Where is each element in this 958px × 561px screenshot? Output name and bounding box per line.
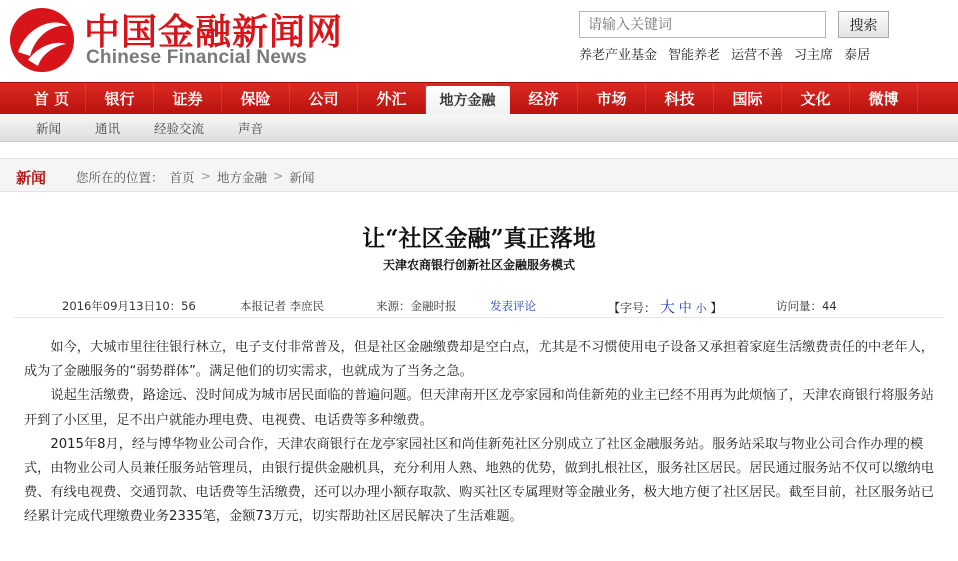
hot-keyword-link[interactable]: 智能养老 [668, 48, 721, 63]
font-size-label: 【字号： [608, 301, 657, 315]
article-paragraph: 说起生活缴费，路途远、没时间成为城市居民面临的普遍问题。但天津南开区龙亭家园和尚佳新苑的业主已经不用再为此烦恼了，天津农商银行将服务站开到了小区里，足不出户就能办理电费、电视费、电话费等多种缴费。 [24, 388, 934, 428]
nav-item-culture[interactable]: 文化 [782, 83, 850, 113]
article-meta [14, 296, 944, 318]
nav-item-weibo[interactable]: 微博 [850, 83, 918, 113]
brand-name-cn[interactable]: 中国金融新闻网 [84, 11, 344, 53]
nav-item-international[interactable]: 国际 [714, 83, 782, 113]
brand-name-en[interactable]: Chinese Financial News [86, 47, 307, 68]
subnav-item-reports[interactable]: 通讯 [95, 120, 121, 136]
breadcrumb-separator: > [273, 168, 284, 183]
main-nav [0, 82, 958, 114]
search-input[interactable] [579, 11, 826, 38]
nav-item-market[interactable]: 市场 [578, 83, 646, 113]
nav-item-forex[interactable]: 外汇 [358, 83, 426, 113]
hot-keywords [579, 44, 870, 63]
nav-item-securities[interactable]: 证券 [154, 83, 222, 113]
article-paragraph: 如今，大城市里往往银行林立，电子支付非常普及，但是社区金融缴费却是空白点，尤其是不习惯使用电子设备又承担着家庭生活缴费责任的中老年人，成为了金融服务的“弱势群体”。满足他们的切实需求，也就成为了当务之急。 [24, 340, 934, 380]
nav-item-bank[interactable]: 银行 [86, 83, 154, 113]
article-source: 来源：金融时报 [376, 299, 457, 313]
font-size-label-close: 】 [710, 301, 723, 315]
nav-item-tech[interactable]: 科技 [646, 83, 714, 113]
subnav-item-experience[interactable]: 经验交流 [154, 120, 205, 136]
breadcrumb-link-local-finance[interactable]: 地方金融 [217, 170, 268, 185]
nav-item-insurance[interactable]: 保险 [222, 83, 290, 113]
site-logo-icon[interactable] [8, 6, 76, 74]
font-size-large-button[interactable]: 大 [659, 298, 675, 316]
breadcrumb-link-news[interactable]: 新闻 [289, 170, 315, 185]
visit-count: 访问量：44 [776, 299, 837, 313]
hot-keyword-link[interactable]: 养老产业基金 [579, 48, 658, 63]
breadcrumb [76, 168, 315, 186]
sub-nav [0, 114, 958, 142]
comment-link[interactable]: 发表评论 [490, 299, 536, 313]
breadcrumb-separator: > [200, 168, 212, 183]
article-title: 让“社区金融”真正落地 [362, 225, 596, 252]
article-body [24, 336, 942, 530]
section-title: 新闻 [16, 169, 47, 187]
search-button[interactable]: 搜索 [838, 11, 889, 38]
breadcrumb-prefix: 您所在的位置： [76, 170, 164, 185]
article-date: 2016年09月13日10：56 [62, 299, 196, 313]
nav-item-economy[interactable]: 经济 [510, 83, 578, 113]
article-subtitle: 天津农商银行创新社区金融服务模式 [382, 258, 575, 272]
nav-item-company[interactable]: 公司 [290, 83, 358, 113]
nav-item-home[interactable]: 首 页 [18, 83, 86, 113]
font-size-small-button[interactable]: 小 [695, 302, 707, 315]
subnav-item-voices[interactable]: 声音 [238, 120, 264, 136]
site-header [0, 0, 958, 82]
article-paragraph: 2015年8月，经与博华物业公司合作，天津农商银行在龙亭家园社区和尚佳新苑社区分别成立了社区金融服务站。服务站采取与物业公司合作办理的模式，由物业公司人员兼任服务站管理员，由银行提供金融机具，充分利用人熟、地熟的优势，做到扎根社区，服务社区居民。居民通过服务站不仅可以缴纳电费、有线电视费、交通罚款、电话费等生活缴费，还可以办理小额存取款、购买社区专属理财等金融业务，极大地方便了社区居民。截至目前，社区服务站已经累计完成代理缴费业务2335笔，金额73万元，切实帮助社区居民解决了生活难题。 [24, 436, 934, 525]
article-reporter: 本报记者 李庶民 [240, 299, 325, 313]
breadcrumb-link-home[interactable]: 首页 [169, 170, 195, 185]
subnav-item-news[interactable]: 新闻 [36, 120, 62, 136]
breadcrumb-bar [0, 158, 958, 192]
hot-keyword-link[interactable]: 泰居 [844, 48, 871, 63]
hot-keyword-link[interactable]: 习主席 [794, 48, 834, 63]
nav-item-local-finance[interactable]: 地方金融 [426, 86, 510, 114]
hot-keyword-link[interactable]: 运营不善 [731, 48, 784, 63]
font-size-switcher [608, 296, 722, 317]
font-size-medium-button[interactable]: 中 [678, 301, 692, 316]
